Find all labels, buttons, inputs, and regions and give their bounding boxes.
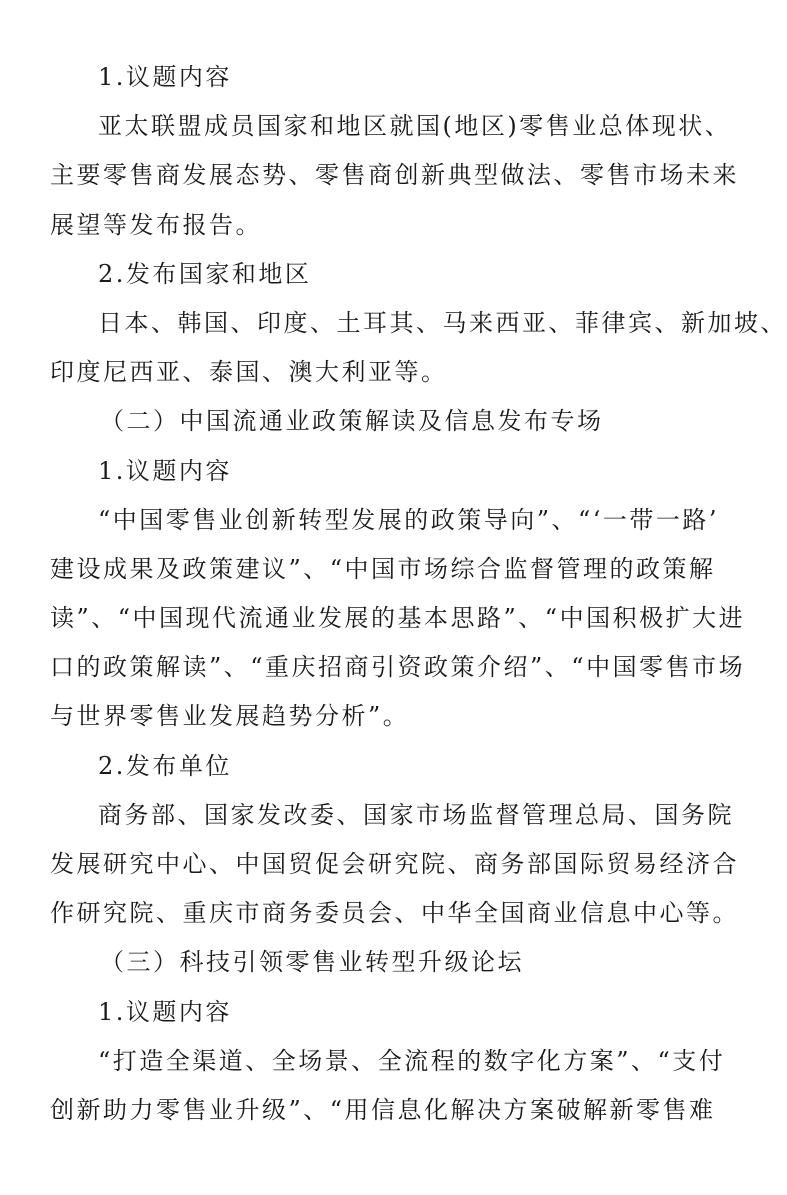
paragraph-line: 作研究院、重庆市商务委员会、中华全国商业信息中心等。	[50, 899, 739, 928]
paragraph-line: “中国零售业创新转型发展的政策导向”、“‘一带一路’	[98, 505, 720, 534]
section-heading-3: （三）科技引领零售业转型升级论坛	[100, 948, 524, 977]
item-heading-topic-content: 1.议题内容	[98, 63, 232, 91]
paragraph-line: 建设成果及政策建议”、“中国市场综合监督管理的政策解	[50, 554, 716, 583]
paragraph-line: 商务部、国家发改委、国家市场监督管理总局、国务院	[98, 800, 734, 829]
paragraph-line: 与世界零售业发展趋势分析”。	[50, 702, 410, 731]
paragraph-line: 读”、“中国现代流通业发展的基本思路”、“中国积极扩大进	[50, 604, 746, 633]
paragraph-line: 口的政策解读”、“重庆招商引资政策介绍”、“中国零售市场	[50, 653, 746, 682]
paragraph-line: 亚太联盟成员国家和地区就国(地区)零售业总体现状、	[98, 112, 732, 141]
item-heading-publishers: 2.发布单位	[98, 751, 232, 780]
item-heading-topic-content: 1.议题内容	[98, 456, 232, 485]
paragraph-line: 展望等发布报告。	[50, 210, 262, 239]
paragraph-line: 主要零售商发展态势、零售商创新典型做法、零售市场未来	[50, 161, 739, 190]
paragraph-line: “打造全渠道、全场景、全流程的数字化方案”、“支付	[98, 1046, 726, 1075]
section-heading-2: （二）中国流通业政策解读及信息发布专场	[100, 407, 604, 436]
paragraph-line: 创新助力零售业升级”、“用信息化解决方案破解新零售难	[50, 1095, 716, 1124]
paragraph-line: 日本、韩国、印度、土耳其、马来西亚、菲律宾、新加坡、	[98, 308, 787, 337]
item-heading-countries: 2.发布国家和地区	[98, 259, 312, 288]
paragraph-line: 印度尼西亚、泰国、澳大利亚等。	[50, 358, 448, 387]
item-heading-topic-content: 1.议题内容	[98, 997, 232, 1026]
paragraph-line: 发展研究中心、中国贸促会研究院、商务部国际贸易经济合	[50, 850, 739, 878]
